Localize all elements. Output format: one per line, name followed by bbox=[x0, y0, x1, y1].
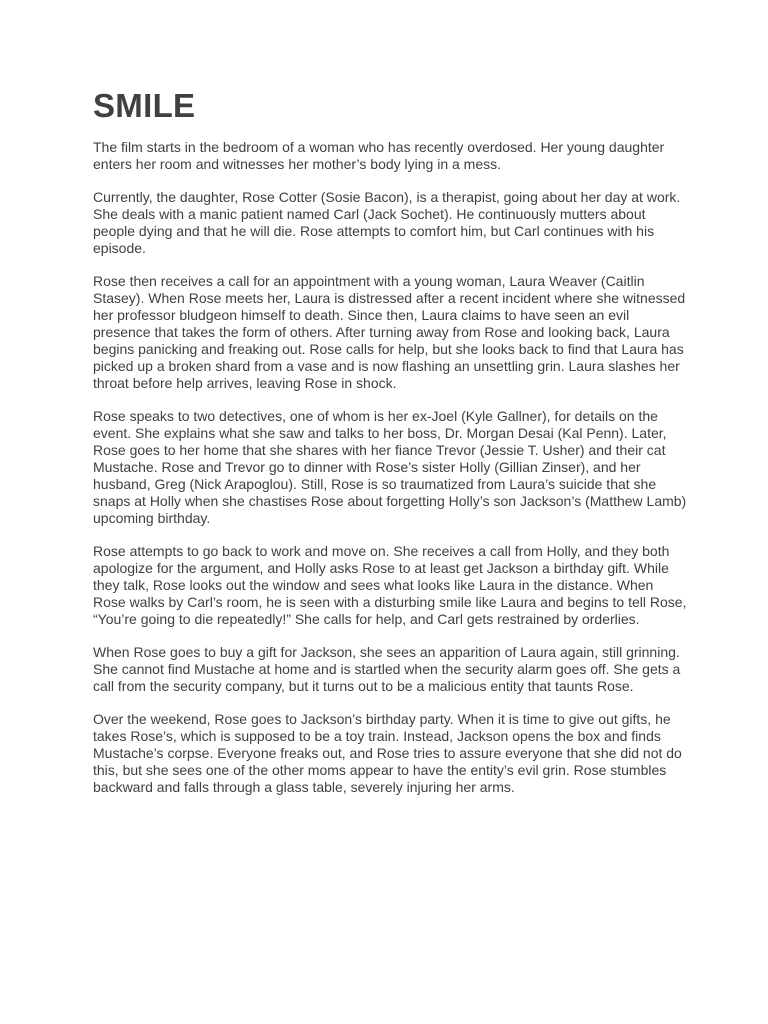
document-title: SMILE bbox=[93, 87, 196, 124]
paragraph-3: Rose then receives a call for an appointment with a young woman, Laura Weaver (Caitlin Stasey). When Rose meets her, Laura is distressed after a recent incident where she witnessed her professor bludgeon himself to death. Since then, Laura claims to have seen an evil presence that takes the form of others. After turning away from Rose and looking back, Laura begins panicking and freaking out. Rose calls for help, but she looks back to find that Laura has picked up a broken shard from a vase and is now flashing an unsettling grin. Laura slashes her throat before help arrives, leaving Rose in shock. bbox=[93, 273, 686, 391]
paragraph-2: Currently, the daughter, Rose Cotter (Sosie Bacon), is a therapist, going about her day at work. She deals with a manic patient named Carl (Jack Sochet). He continuously mutters about people dying and that he will die. Rose attempts to comfort him, but Carl continues with his episode. bbox=[93, 189, 681, 256]
paragraph-6: When Rose goes to buy a gift for Jackson, she sees an apparition of Laura again, still grinning. She cannot find Mustache at home and is startled when the security alarm goes off. She gets a call from the security company, but it turns out to be a malicious entity that taunts Rose. bbox=[93, 644, 681, 694]
paragraph-5: Rose attempts to go back to work and move on. She receives a call from Holly, and they both apologize for the argument, and Holly asks Rose to at least get Jackson a birthday gift. While they talk, Rose looks out the window and sees what looks like Laura in the distance. When Rose walks by Carl’s room, he is seen with a disturbing smile like Laura and begins to tell Rose, “You’re going to die repeatedly!” She calls for help, and Carl gets restrained by orderlies. bbox=[93, 543, 687, 627]
paragraph-4: Rose speaks to two detectives, one of whom is her ex-Joel (Kyle Gallner), for details on the event. She explains what she saw and talks to her boss, Dr. Morgan Desai (Kal Penn). Later, Rose goes to her home that she shares with her fiance Trevor (Jessie T. Usher) and their cat Mustache. Rose and Trevor go to dinner with Rose’s sister Holly (Gillian Zinser), and her husband, Greg (Nick Arapoglou). Still, Rose is so traumatized from Laura’s suicide that she snaps at Holly when she chastises Rose about forgetting Holly’s son Jackson’s (Matthew Lamb) upcoming birthday. bbox=[93, 408, 687, 526]
paragraph-7: Over the weekend, Rose goes to Jackson’s birthday party. When it is time to give out gifts, he takes Rose’s, which is supposed to be a toy train. Instead, Jackson opens the box and finds Mustache’s corpse. Everyone freaks out, and Rose tries to assure everyone that she did not do this, but she sees one of the other moms appear to have the entity’s evil grin. Rose stumbles backward and falls through a glass table, severely injuring her arms. bbox=[93, 711, 682, 795]
paragraph-1: The film starts in the bedroom of a woman who has recently overdosed. Her young daughter enters her room and witnesses her mother’s body lying in a mess. bbox=[93, 139, 665, 172]
